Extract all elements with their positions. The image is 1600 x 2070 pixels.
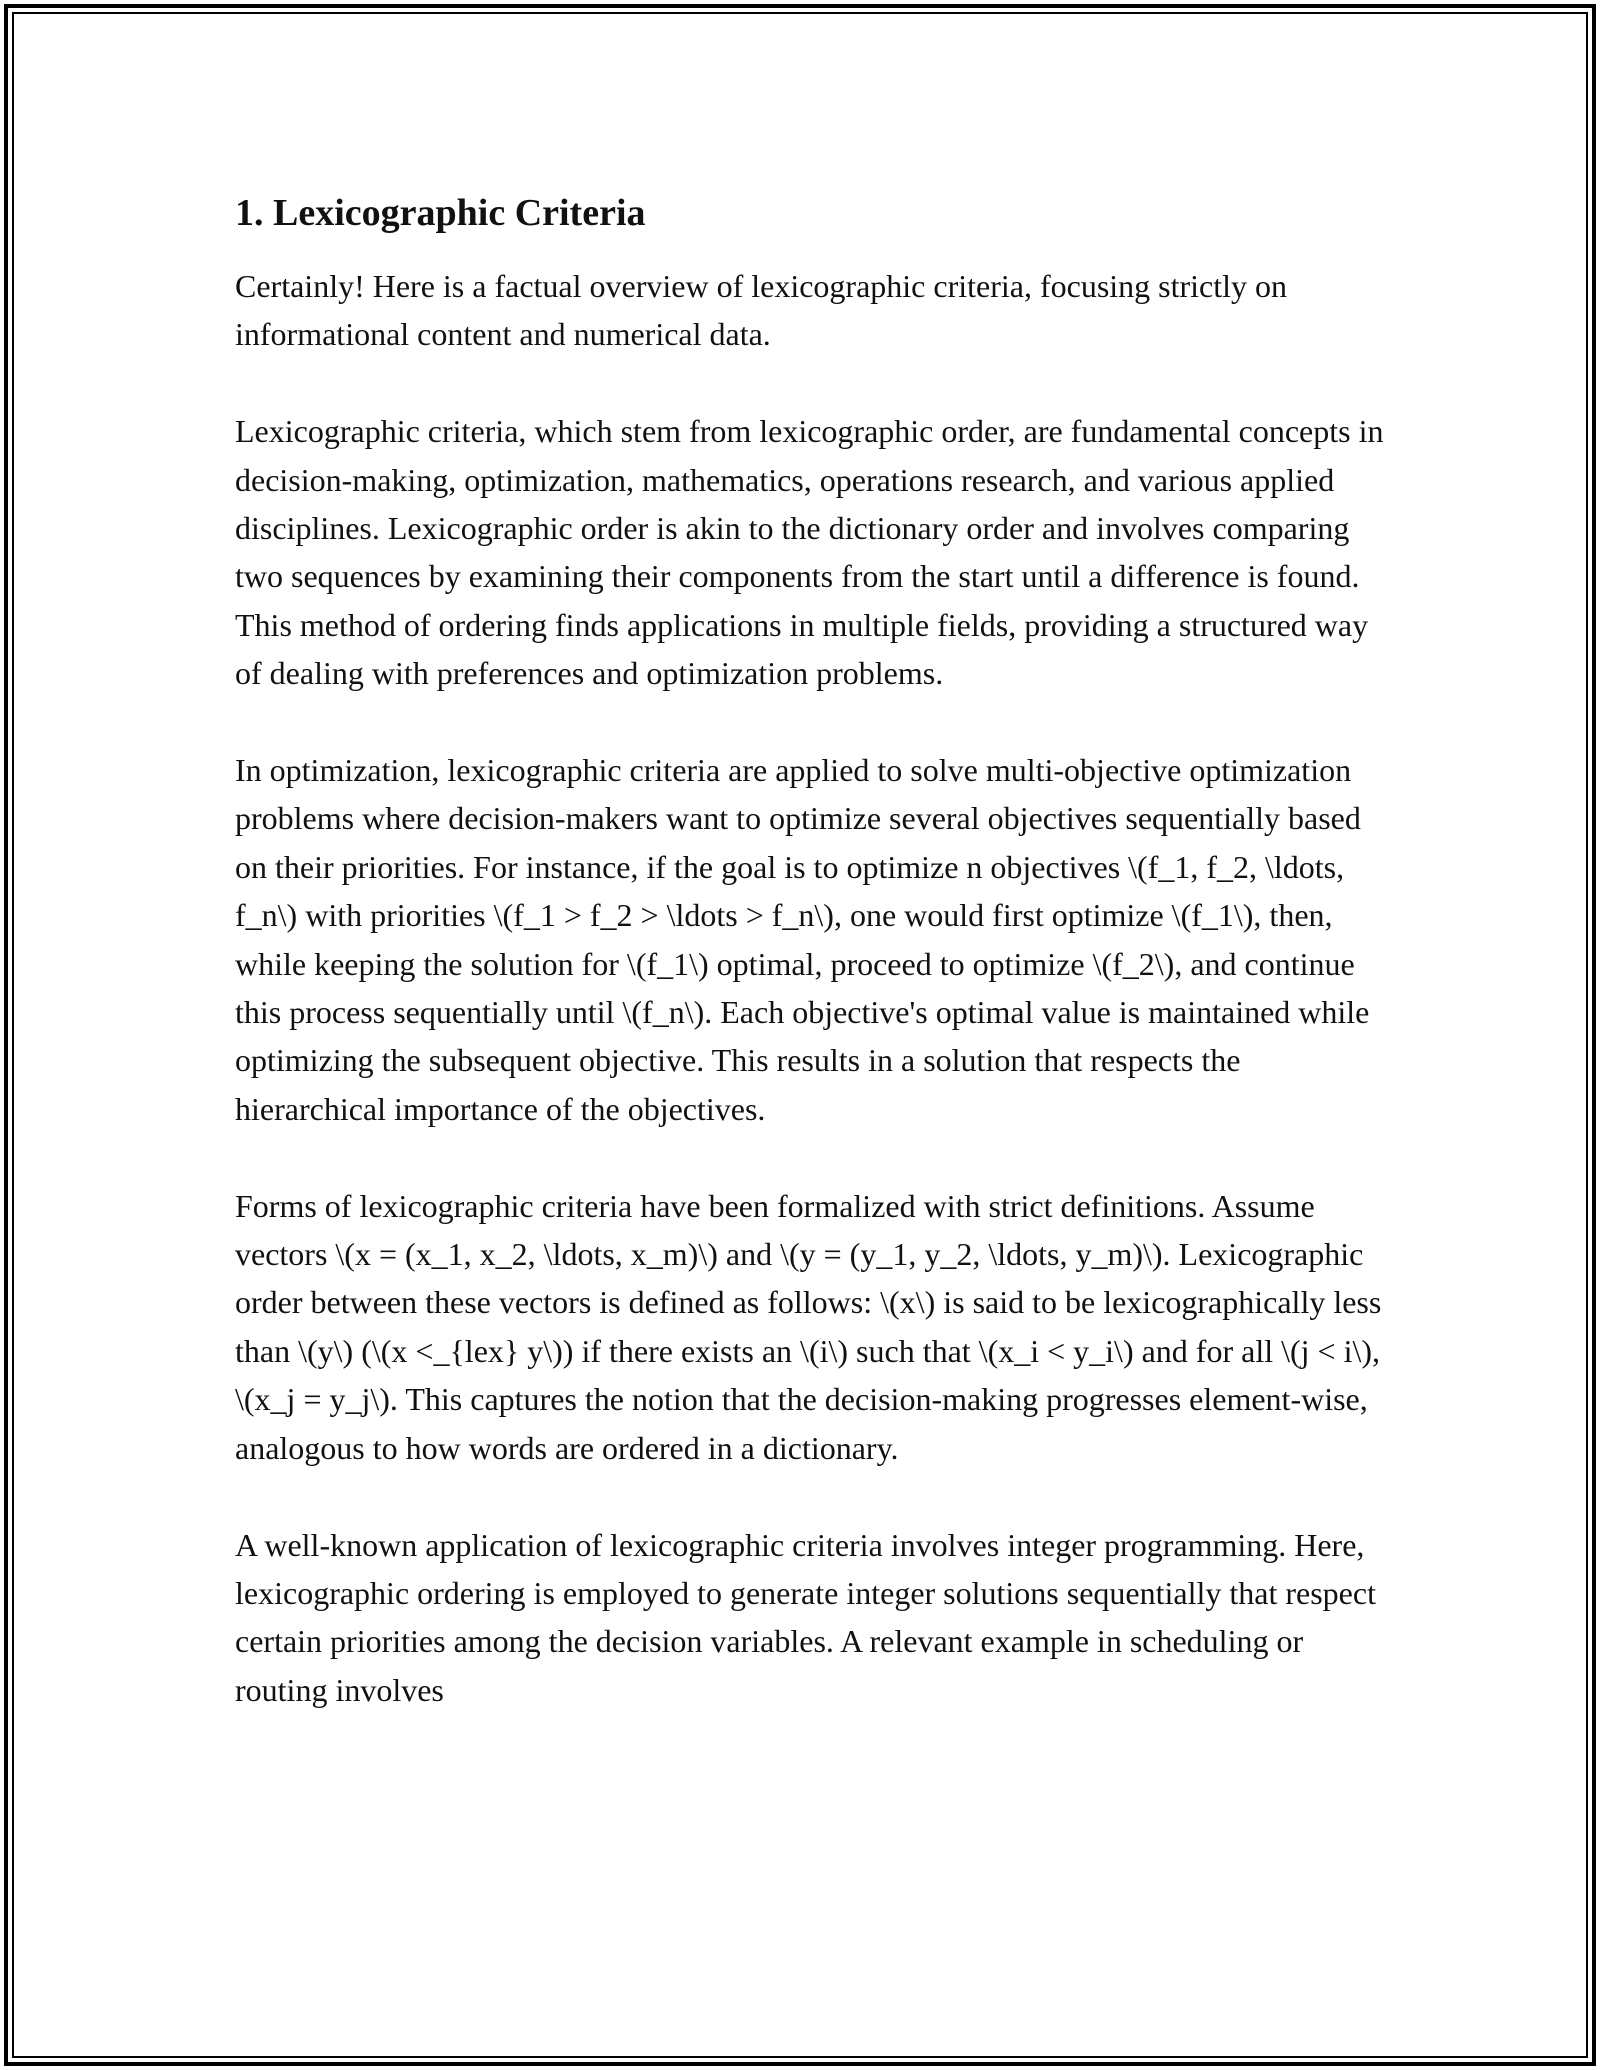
paragraph-integer-programming: A well-known application of lexicographic criteria involves integer programming. Here, lexicographic ordering is employed to generate integer solutions sequentially that respect certain priorities among the decision variables. A relevant example in scheduling or routing involves xyxy=(235,1526,1376,1708)
section-heading: 1. Lexicographic Criteria xyxy=(235,192,646,234)
paragraph-definition: Lexicographic criteria, which stem from lexicographic order, are fundamental concepts in decision-making, optimization, mathematics, operations research, and various applied disciplines. Lexicographic order is akin to the dictionary order and involves comparing two sequences by examining their components from the start until a difference is found. This method of ordering finds applications in multiple fields, providing a structured way of dealing with preferences and optimization problems. xyxy=(235,413,1384,692)
document-body xyxy=(235,186,1385,1763)
paragraph-formal-definition: Forms of lexicographic criteria have been formalized with strict definitions. Assume vectors \(x = (x_1, x_2, \ldots, x_m)\) and \(y = (y_1, y_2, \ldots, y_m)\). Lexicographic order between these vectors is defined as follows: \(x\) is said to be lexicographically less than \(y\) (\(x <_{lex} y\)) if there exists an \(i\) such that \(x_i < y_i\) and for all \(j < i\), \(x_j = y_j\). This captures the notion that the decision-making progresses element-wise, analogous to how words are ordered in a dictionary. xyxy=(235,1187,1382,1466)
paragraph-intro: Certainly! Here is a factual overview of lexicographic criteria, focusing strictly on informational content and numerical data. xyxy=(235,268,1288,353)
paragraph-optimization: In optimization, lexicographic criteria are applied to solve multi-objective optimization problems where decision-makers want to optimize several objectives sequentially based on their priorities. For instance, if the goal is to optimize n objectives \(f_1, f_2, \ldots, f_n\) with priorities \(f_1 > f_2 > \ldots > f_n\), one would first optimize \(f_1\), then, while keeping the solution for \(f_1\) optimal, proceed to optimize \(f_2\), and continue this process sequentially until \(f_n\). Each objective's optimal value is maintained while optimizing the subsequent objective. This results in a solution that respects the hierarchical importance of the objectives. xyxy=(235,752,1370,1127)
